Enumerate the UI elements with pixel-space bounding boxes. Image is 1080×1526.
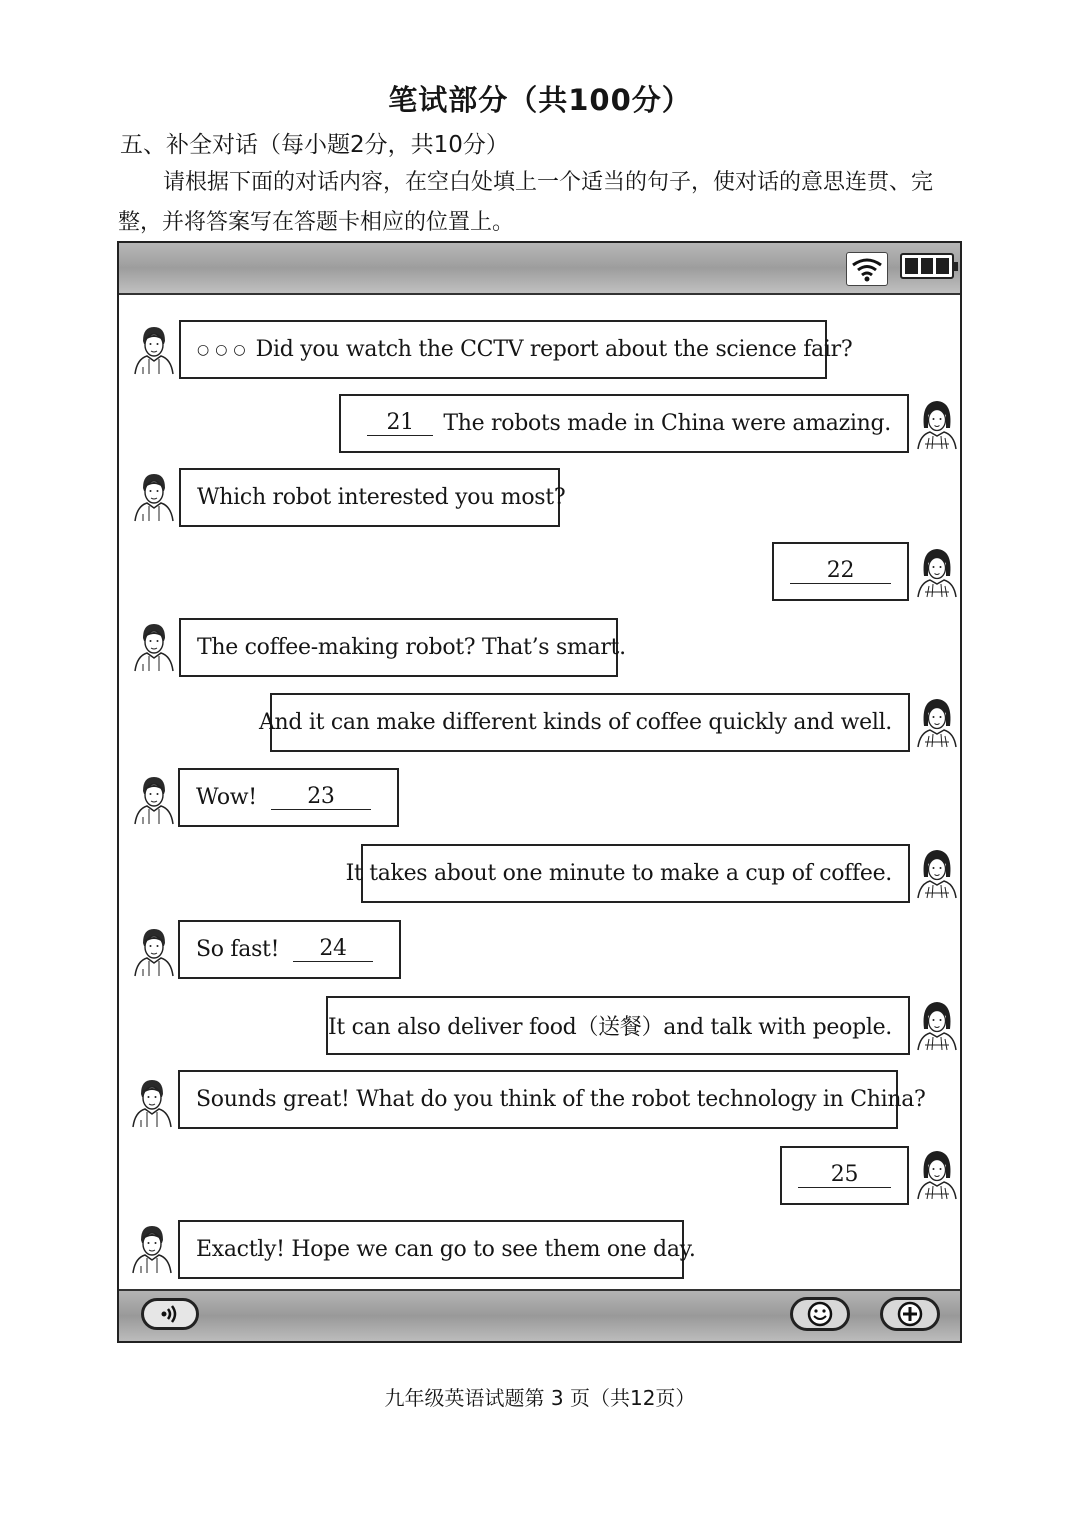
phone-status-bar (119, 243, 960, 295)
girl-avatar (915, 999, 959, 1051)
boy-avatar (131, 323, 175, 375)
bubble-text: Sounds great! What do you think of the robot technology in China? (196, 1087, 926, 1112)
bubble-text: Exactly! Hope we can go to see them one day. (196, 1237, 696, 1262)
bubble-text: And it can make different kinds of coffee quickly and well. (258, 710, 892, 735)
wifi-icon (846, 252, 888, 286)
instructions: 请根据下面的对话内容，在空白处填上一个适当的句子，使对话的意思连贯、完整，并将答案写在答题卡相应的位置上。 (118, 170, 934, 235)
bubble-text: Which robot interested you most? (197, 485, 566, 510)
plus-icon[interactable] (880, 1297, 940, 1331)
chat-bubble-girl (258, 693, 910, 752)
bubble-text: The coffee-making robot? That’s smart. (197, 635, 626, 660)
chat-bubble-boy (179, 618, 626, 677)
girl-avatar (915, 847, 959, 899)
bubble-text: So fast! (196, 937, 280, 962)
dots-icon: ○○○ (197, 341, 252, 358)
answer-blank-22: 22 (790, 559, 891, 584)
phone-frame (117, 241, 962, 1343)
boy-avatar (129, 1076, 173, 1128)
boy-avatar (131, 470, 175, 522)
chat-bubble-boy (179, 468, 566, 527)
chat-bubble-boy (178, 1220, 696, 1279)
chat-bubble-boy (178, 768, 399, 827)
chat-bubble-girl (780, 1146, 909, 1205)
girl-avatar (915, 1148, 959, 1200)
battery-icon (900, 253, 954, 279)
chat-bubble-boy (178, 920, 401, 979)
page-footer: 九年级英语试题第 3 页（共12页） (384, 1386, 696, 1410)
answer-blank-21: 21 (367, 411, 433, 436)
page-title: 笔试部分（共100分） (388, 83, 692, 117)
bubble-text: Did you watch the CCTV report about the science fair? (255, 337, 853, 362)
chat-bubble-girl (772, 542, 909, 601)
bubble-text: The robots made in China were amazing. (443, 411, 891, 436)
girl-avatar (915, 696, 959, 748)
boy-avatar (131, 925, 175, 977)
chat-bubble-boy (178, 1070, 926, 1129)
bubble-text: It can also deliver food（送餐）and talk with people. (328, 1015, 892, 1040)
chat-bubble-girl (345, 844, 910, 903)
phone-input-bar (119, 1289, 960, 1341)
girl-avatar (915, 398, 959, 450)
answer-blank-24: 24 (293, 937, 373, 962)
chat-bubble-girl (339, 394, 909, 453)
emoji-icon[interactable] (790, 1297, 850, 1331)
boy-avatar (129, 1222, 173, 1274)
girl-avatar (915, 546, 959, 598)
bubble-text: It takes about one minute to make a cup of coffee. (345, 861, 892, 886)
boy-avatar (131, 773, 175, 825)
bubble-text: Wow! (196, 785, 257, 810)
voice-icon[interactable] (141, 1298, 199, 1330)
chat-bubble-boy (179, 320, 853, 379)
answer-blank-25: 25 (798, 1163, 891, 1188)
answer-blank-23: 23 (271, 785, 371, 810)
boy-avatar (131, 620, 175, 672)
chat-bubble-girl (326, 996, 910, 1055)
section-title: 五、补全对话（每小题2分，共10分） (120, 132, 509, 158)
